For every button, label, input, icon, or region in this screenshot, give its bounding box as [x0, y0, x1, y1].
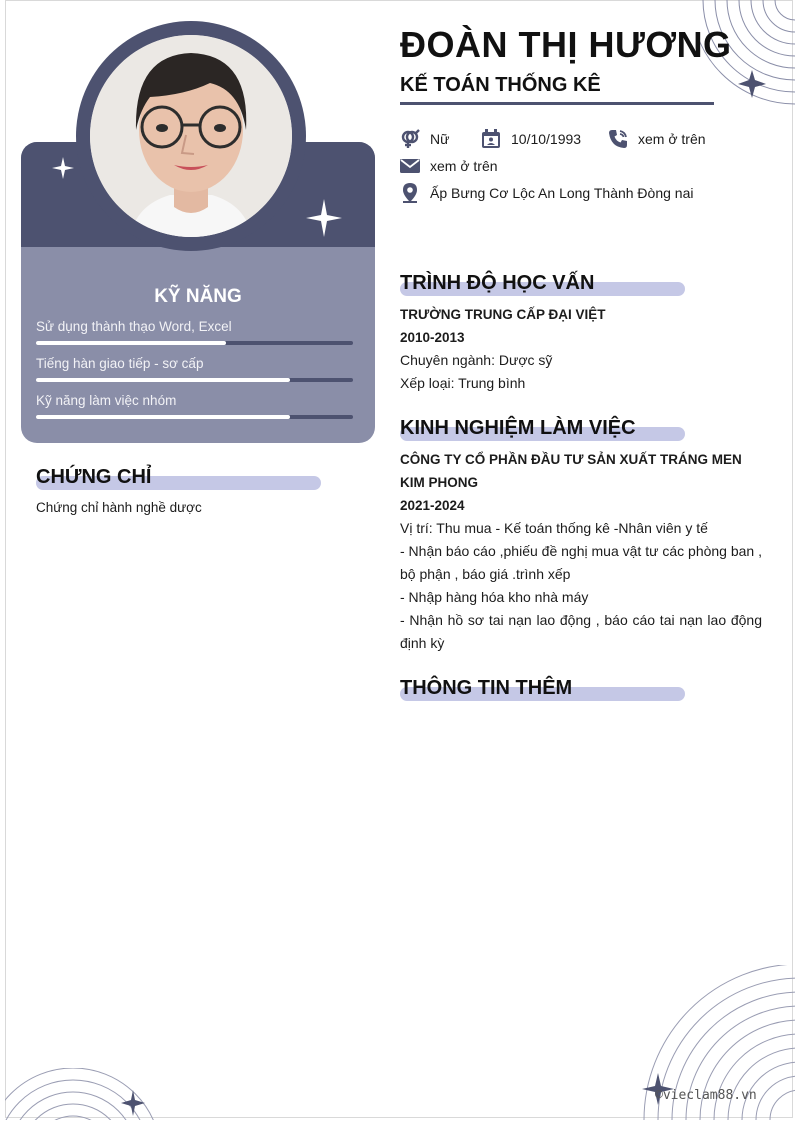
- education-major: Chuyên ngành: Dược sỹ: [400, 352, 553, 368]
- email-value: xem ở trên: [430, 158, 498, 174]
- gender-icon: [400, 129, 420, 149]
- birthdate-value: 10/10/1993: [511, 131, 582, 147]
- watermark: ©vieclam88.vn: [655, 1088, 757, 1103]
- skill-item: [36, 319, 353, 334]
- location-pin-icon: [400, 183, 420, 203]
- phone-info: [608, 129, 706, 149]
- education-section-title: TRÌNH ĐỘ HỌC VẤN: [400, 272, 594, 295]
- skill-label: Kỹ năng làm việc nhóm: [36, 393, 177, 408]
- phone-icon: [608, 129, 628, 149]
- skill-label: Sử dụng thành thạo Word, Excel: [36, 319, 232, 334]
- skill-bar-fill: [36, 378, 290, 382]
- skill-bar: [36, 341, 353, 345]
- candidate-name: ĐOÀN THỊ HƯƠNG: [400, 24, 732, 65]
- title-underline: [400, 102, 714, 105]
- sparkle-icon: [121, 1090, 145, 1116]
- experience-block: [400, 448, 762, 655]
- job-position: Vị trí: Thu mua - Kế toán thống kê -Nhân viên y tế: [400, 520, 708, 536]
- extra-info-section-title: THÔNG TIN THÊM: [400, 677, 572, 700]
- job-title: KẾ TOÁN THỐNG KÊ: [400, 74, 601, 96]
- envelope-icon: [400, 156, 420, 176]
- education-block: [400, 303, 762, 395]
- company-name: CÔNG TY CỔ PHẦN ĐẦU TƯ SẢN XUẤT TRÁNG MEN KIM PHONG: [400, 452, 742, 490]
- birthdate-info: [481, 129, 581, 149]
- skill-label: Tiếng hàn giao tiếp - sơ cấp: [36, 356, 204, 371]
- duty-item: - Nhập hàng hóa kho nhà máy: [400, 589, 589, 605]
- skill-bar: [36, 415, 353, 419]
- email-info: [400, 156, 498, 176]
- address-value: Ấp Bưng Cơ Lộc An Long Thành Đòng nai: [430, 185, 694, 201]
- skill-bar-fill: [36, 415, 290, 419]
- address-info: [400, 183, 693, 203]
- profile-photo: [90, 35, 292, 237]
- skill-bar: [36, 378, 353, 382]
- decorative-arcs-bottom-left: [5, 1068, 155, 1120]
- sparkle-icon: [738, 70, 766, 98]
- duty-item: - Nhận hồ sơ tai nạn lao động , báo cáo tai nạn lao động định kỳ: [400, 612, 762, 651]
- skill-item: [36, 356, 353, 371]
- education-rank: Xếp loại: Trung bình: [400, 375, 526, 391]
- gender-info: [400, 129, 449, 149]
- skills-title: KỸ NĂNG: [154, 286, 242, 307]
- portrait-illustration: [90, 35, 292, 237]
- skill-item: [36, 393, 353, 408]
- experience-years: 2021-2024: [400, 498, 465, 513]
- sparkle-icon: [306, 199, 342, 237]
- experience-section-title: KINH NGHIỆM LÀM VIỆC: [400, 417, 636, 440]
- skill-bar-fill: [36, 341, 226, 345]
- certificates-section-title: CHỨNG CHỈ: [36, 466, 151, 489]
- school-name: TRƯỜNG TRUNG CẤP ĐẠI VIỆT: [400, 307, 606, 322]
- sparkle-icon: [52, 157, 74, 179]
- gender-value: Nữ: [430, 131, 450, 147]
- phone-value: xem ở trên: [638, 131, 706, 147]
- certificate-item: Chứng chỉ hành nghề dược: [36, 500, 202, 515]
- calendar-icon: [481, 129, 501, 149]
- duty-item: - Nhận báo cáo ,phiếu đề nghị mua vật tư các phòng ban , bộ phận , báo giá .trình xếp: [400, 543, 762, 582]
- education-years: 2010-2013: [400, 330, 465, 345]
